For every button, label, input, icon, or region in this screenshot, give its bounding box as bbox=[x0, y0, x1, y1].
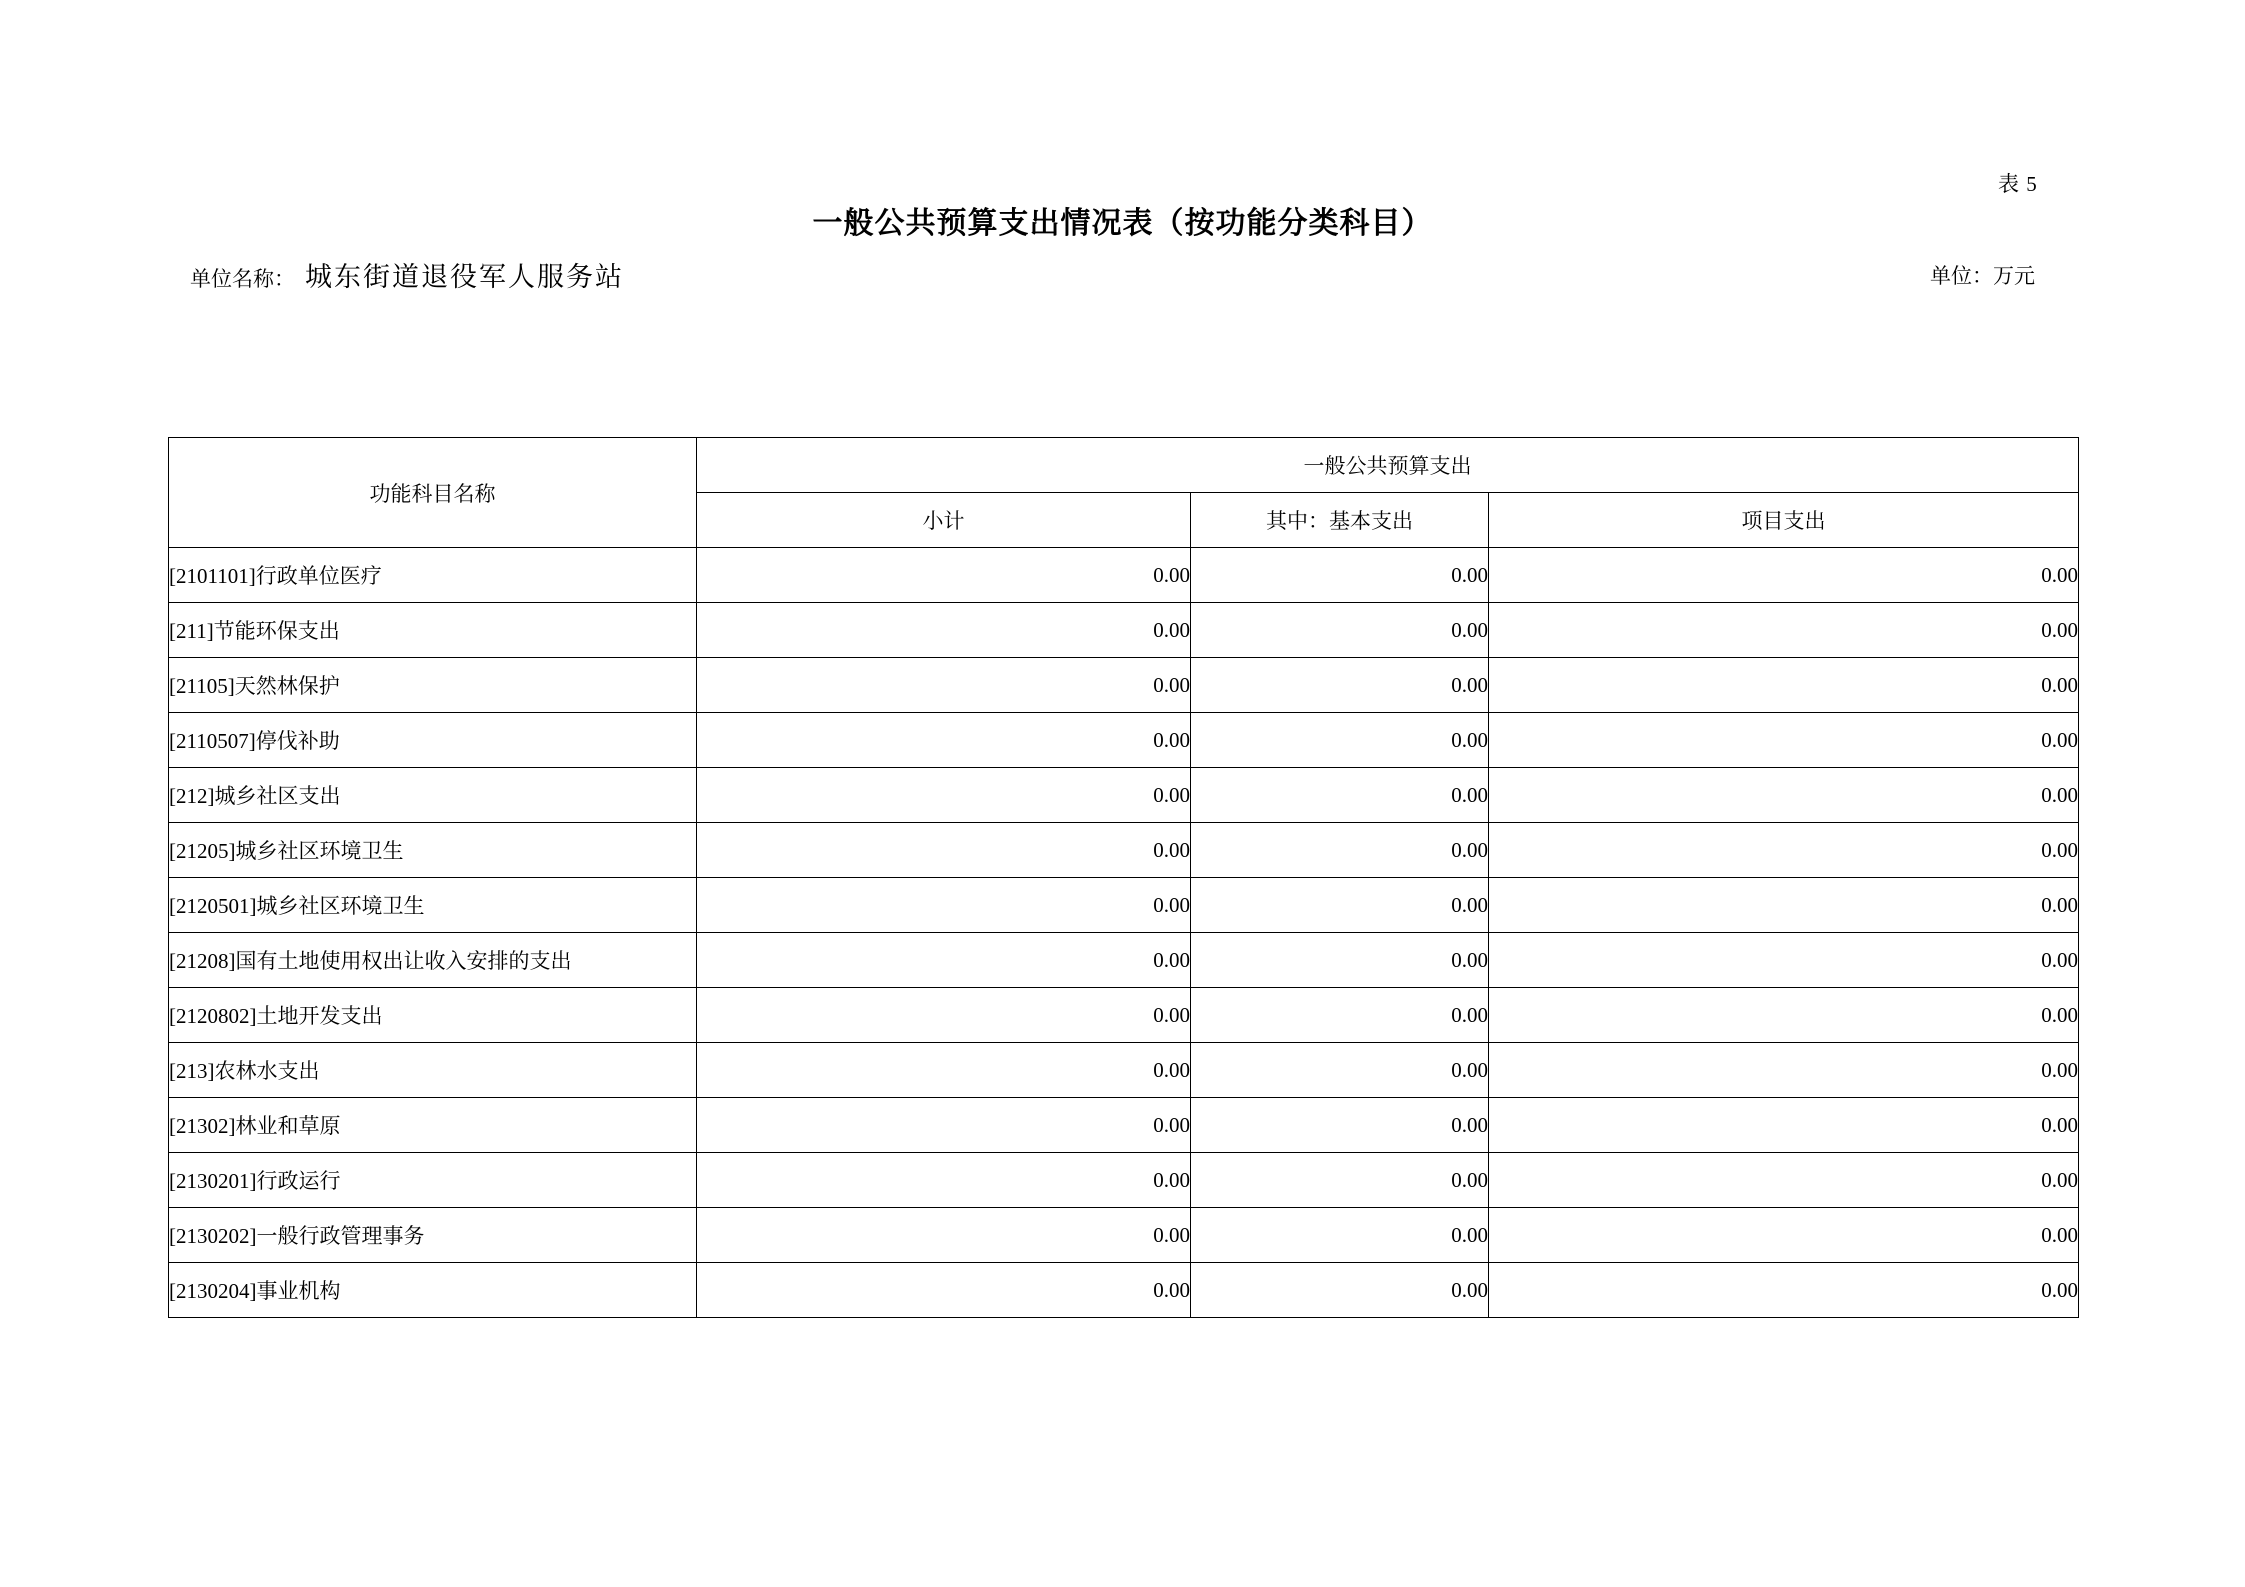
row-project-value: 0.00 bbox=[1489, 1153, 2079, 1208]
row-subtotal-value: 0.00 bbox=[697, 933, 1191, 988]
row-subtotal-value: 0.00 bbox=[697, 1043, 1191, 1098]
table-row bbox=[169, 1263, 2079, 1318]
column-header-project-expenditure: 项目支出 bbox=[1489, 493, 2079, 548]
table-row bbox=[169, 933, 2079, 988]
row-basic-value: 0.00 bbox=[1191, 933, 1489, 988]
row-subject-name: [211]节能环保支出 bbox=[169, 603, 697, 658]
row-subtotal-value: 0.00 bbox=[697, 823, 1191, 878]
table-row bbox=[169, 768, 2079, 823]
row-subtotal-value: 0.00 bbox=[697, 768, 1191, 823]
page-title: 一般公共预算支出情况表（按功能分类科目） bbox=[812, 207, 1433, 240]
row-subtotal-value: 0.00 bbox=[697, 658, 1191, 713]
table-row bbox=[169, 1153, 2079, 1208]
column-group-header-general-public-budget: 一般公共预算支出 bbox=[697, 438, 2079, 493]
table-row bbox=[169, 603, 2079, 658]
table-row bbox=[169, 658, 2079, 713]
row-basic-value: 0.00 bbox=[1191, 1263, 1489, 1318]
row-project-value: 0.00 bbox=[1489, 1043, 2079, 1098]
row-basic-value: 0.00 bbox=[1191, 658, 1489, 713]
row-subtotal-value: 0.00 bbox=[697, 1208, 1191, 1263]
table-row bbox=[169, 1098, 2079, 1153]
row-project-value: 0.00 bbox=[1489, 603, 2079, 658]
row-subject-name: [212]城乡社区支出 bbox=[169, 768, 697, 823]
row-subtotal-value: 0.00 bbox=[697, 1263, 1191, 1318]
table-row bbox=[169, 713, 2079, 768]
row-project-value: 0.00 bbox=[1489, 1098, 2079, 1153]
row-subject-name: [2130204]事业机构 bbox=[169, 1263, 697, 1318]
row-subject-name: [213]农林水支出 bbox=[169, 1043, 697, 1098]
row-project-value: 0.00 bbox=[1489, 548, 2079, 603]
row-subject-name: [21105]天然林保护 bbox=[169, 658, 697, 713]
row-subject-name: [21302]林业和草原 bbox=[169, 1098, 697, 1153]
unit-of-measure: 单位：万元 bbox=[1930, 264, 2035, 288]
row-basic-value: 0.00 bbox=[1191, 1153, 1489, 1208]
row-subtotal-value: 0.00 bbox=[697, 988, 1191, 1043]
table-row bbox=[169, 548, 2079, 603]
row-basic-value: 0.00 bbox=[1191, 878, 1489, 933]
row-basic-value: 0.00 bbox=[1191, 1043, 1489, 1098]
row-project-value: 0.00 bbox=[1489, 1263, 2079, 1318]
row-basic-value: 0.00 bbox=[1191, 1208, 1489, 1263]
row-project-value: 0.00 bbox=[1489, 988, 2079, 1043]
table-header-row-1 bbox=[169, 438, 2079, 493]
table-row bbox=[169, 1208, 2079, 1263]
unit-name-label: 单位名称： bbox=[190, 267, 295, 291]
row-subtotal-value: 0.00 bbox=[697, 1153, 1191, 1208]
unit-name-value: 城东街道退役军人服务站 bbox=[305, 262, 624, 292]
column-header-subtotal: 小计 bbox=[697, 493, 1191, 548]
row-basic-value: 0.00 bbox=[1191, 713, 1489, 768]
row-basic-value: 0.00 bbox=[1191, 823, 1489, 878]
unit-name-row bbox=[190, 255, 624, 294]
row-subtotal-value: 0.00 bbox=[697, 1098, 1191, 1153]
row-subject-name: [2120802]土地开发支出 bbox=[169, 988, 697, 1043]
table-row bbox=[169, 878, 2079, 933]
row-project-value: 0.00 bbox=[1489, 823, 2079, 878]
budget-expenditure-table bbox=[168, 437, 2079, 1318]
row-subtotal-value: 0.00 bbox=[697, 878, 1191, 933]
sheet-number: 表 5 bbox=[1998, 172, 2038, 196]
column-header-function-subject: 功能科目名称 bbox=[169, 438, 697, 548]
row-project-value: 0.00 bbox=[1489, 768, 2079, 823]
row-subject-name: [21205]城乡社区环境卫生 bbox=[169, 823, 697, 878]
row-subtotal-value: 0.00 bbox=[697, 713, 1191, 768]
row-subject-name: [21208]国有土地使用权出让收入安排的支出 bbox=[169, 933, 697, 988]
row-project-value: 0.00 bbox=[1489, 658, 2079, 713]
row-basic-value: 0.00 bbox=[1191, 768, 1489, 823]
row-subject-name: [2120501]城乡社区环境卫生 bbox=[169, 878, 697, 933]
table-row bbox=[169, 988, 2079, 1043]
row-basic-value: 0.00 bbox=[1191, 603, 1489, 658]
row-subject-name: [2101101]行政单位医疗 bbox=[169, 548, 697, 603]
row-basic-value: 0.00 bbox=[1191, 1098, 1489, 1153]
row-project-value: 0.00 bbox=[1489, 878, 2079, 933]
row-subject-name: [2130201]行政运行 bbox=[169, 1153, 697, 1208]
row-project-value: 0.00 bbox=[1489, 1208, 2079, 1263]
row-project-value: 0.00 bbox=[1489, 713, 2079, 768]
row-project-value: 0.00 bbox=[1489, 933, 2079, 988]
row-subtotal-value: 0.00 bbox=[697, 603, 1191, 658]
table-row bbox=[169, 1043, 2079, 1098]
row-basic-value: 0.00 bbox=[1191, 988, 1489, 1043]
row-subject-name: [2130202]一般行政管理事务 bbox=[169, 1208, 697, 1263]
table-row bbox=[169, 823, 2079, 878]
row-basic-value: 0.00 bbox=[1191, 548, 1489, 603]
row-subtotal-value: 0.00 bbox=[697, 548, 1191, 603]
row-subject-name: [2110507]停伐补助 bbox=[169, 713, 697, 768]
column-header-basic-expenditure: 其中：基本支出 bbox=[1191, 493, 1489, 548]
